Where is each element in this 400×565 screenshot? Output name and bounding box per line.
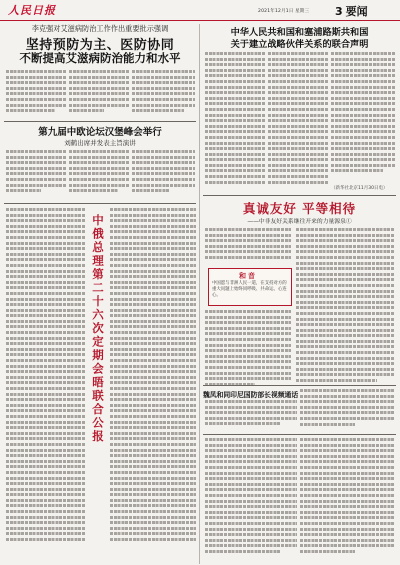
article-body [6, 70, 66, 118]
main-headline-line-1: 坚持预防为主、医防协同 [25, 38, 175, 53]
article-body [6, 150, 66, 198]
article-body [205, 310, 291, 392]
article-body [132, 150, 195, 198]
column-rule [199, 24, 200, 564]
forum-headline: 第九届中欧论坛汉堡峰会举行 [38, 127, 162, 138]
article-body [205, 228, 291, 266]
masthead [0, 0, 400, 21]
article-body [205, 438, 297, 562]
date-line: 2021年12月1日 星期三 [258, 9, 310, 14]
main-headline-line-2: 不断提高艾滋病防治能力和水平 [19, 51, 181, 65]
statement-byline: （新华社北京11月30日电） [331, 186, 388, 191]
commentary-subhead: ——中非友好关系继往开来的力量源泉① [247, 219, 352, 225]
section-divider [203, 195, 396, 196]
page-tag [335, 3, 368, 19]
section-divider [4, 121, 196, 122]
heyin-column-box [208, 268, 292, 306]
article-body [300, 438, 395, 562]
article-body [296, 228, 395, 392]
communique-vertical-title: 中俄总理第二十六次定期会晤联合公报 [91, 214, 105, 444]
heyin-title: 和音 [239, 271, 257, 280]
page-number: 3 [335, 5, 343, 18]
article-body [6, 208, 86, 562]
article-body [331, 52, 395, 184]
article-body [69, 70, 129, 118]
article-body [110, 208, 196, 562]
article-kicker: 李克强对艾滋病防治工作作出重要批示强调 [31, 24, 169, 33]
video-call-headline: 魏凤和同印尼国防部长视频通话 [203, 391, 299, 399]
article-body [69, 150, 129, 198]
section-divider [4, 203, 196, 204]
section-divider [203, 385, 396, 386]
statement-headline-line-2: 关于建立战略伙伴关系的联合声明 [230, 39, 369, 50]
statement-headline-line-1: 中华人民共和国和塞浦路斯共和国 [230, 27, 369, 38]
article-body [132, 70, 195, 118]
article-body [205, 52, 265, 192]
newspaper-logo: 人民日报 [8, 4, 56, 17]
article-body [300, 389, 395, 431]
article-body [268, 52, 328, 192]
commentary-headline: 真诚友好 平等相待 [242, 201, 357, 216]
article-body [205, 400, 297, 430]
section-name: 要闻 [345, 5, 368, 18]
forum-subhead: 刘鹤出席并发表主旨演讲 [64, 139, 136, 147]
section-divider [203, 434, 396, 435]
heyin-summary: 中国愿与非洲人民一道，在支持对方的重大问题上始终同呼吸、共命运、心连心。 [212, 281, 287, 298]
